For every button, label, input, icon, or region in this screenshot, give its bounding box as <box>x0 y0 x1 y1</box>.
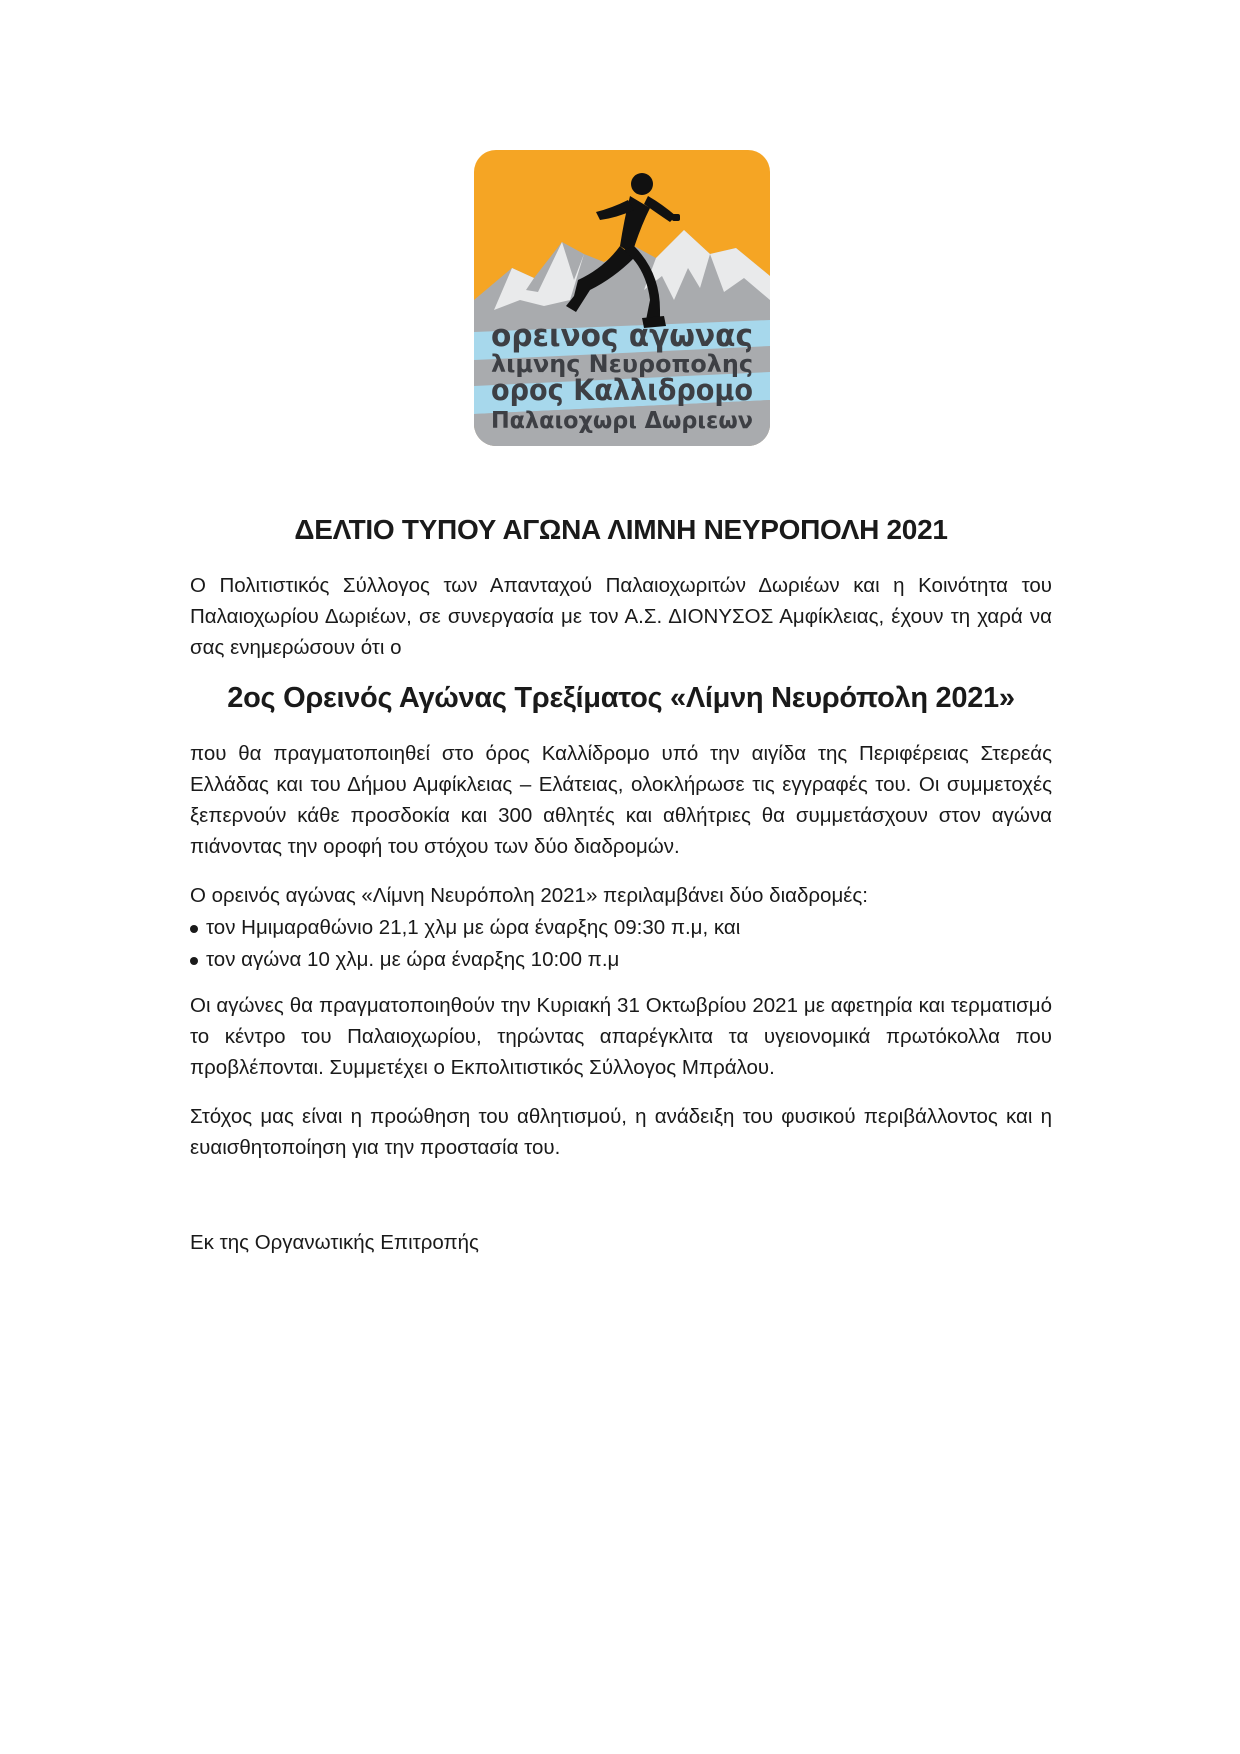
document-title: ΔΕΛΤΙΟ ΤΥΠΟΥ ΑΓΩΝΑ ΛΙΜΝΗ ΝΕΥΡΟΠΟΛΗ 2021 <box>294 514 948 545</box>
registration-paragraph: που θα πραγματοποιηθεί στο όρος Καλλίδρομο υπό την αιγίδα της Περιφέρειας Στερεάς Ελλάδας και του Δήμου Αμφίκλειας – Ελάτειας, ολοκλήρωσε τις εγγραφές του. Οι συμμετοχές ξεπερνούν κάθε προσδοκία και 300 αθλητές και αθλήτριες θα συμμετάσχουν στον αγώνα πιάνοντας την οροφή του στόχου των δύο διαδρομών. <box>190 742 1052 858</box>
intro-paragraph: Ο Πολιτιστικός Σύλλογος των Απανταχού Παλαιοχωριτών Δωριέων και η Κοινότητα του Παλαιοχωρίου Δωριέων, σε συνεργασία με τον Α.Σ. ΔΙΟΝΥΣΟΣ Αμφίκλειας, έχουν τη χαρά να σας ενημερώσουν ότι ο <box>190 574 1052 659</box>
logo-text-line: Παλαιοχωρι Δωριεων <box>491 408 753 434</box>
list-item: τον αγώνα 10 χλμ. με ώρα έναρξης 10:00 π.μ <box>190 944 1052 976</box>
logo-text-line: λιμνης Νευροπολης <box>491 350 753 378</box>
race-logo <box>474 150 770 446</box>
signature: Εκ της Οργανωτικής Επιτροπής <box>190 1231 479 1254</box>
logo-text-line: ορος Καλλιδρομο <box>491 373 753 407</box>
list-item: τον Ημιμαραθώνιο 21,1 χλμ με ώρα έναρξης 09:30 π.μ, και <box>190 912 1052 944</box>
runner-mountain-icon <box>474 150 770 446</box>
routes-list <box>190 912 1052 976</box>
goal-paragraph: Στόχος μας είναι η προώθηση του αθλητισμού, η ανάδειξη του φυσικού περιβάλλοντος και η ευαισθητοποίηση για την προστασία του. <box>190 1105 1052 1159</box>
routes-intro: Ο ορεινός αγώνας «Λίμνη Νευρόπολη 2021» περιλαμβάνει δύο διαδρομές: <box>190 884 868 907</box>
logo-text-line: ορεινος αγωνας <box>491 318 753 354</box>
event-subtitle: 2ος Ορεινός Αγώνας Τρεξίματος «Λίμνη Νευρόπολη 2021» <box>227 682 1015 714</box>
date-paragraph: Οι αγώνες θα πραγματοποιηθούν την Κυριακή 31 Οκτωβρίου 2021 με αφετηρία και τερματισμό το κέντρο του Παλαιοχωρίου, τηρώντας απαρέγκλιτα τα υγειονομικά πρωτόκολλα που προβλέπονται. Συμμετέχει ο Εκπολιτιστικός Σύλλογος Μπράλου. <box>190 994 1052 1079</box>
